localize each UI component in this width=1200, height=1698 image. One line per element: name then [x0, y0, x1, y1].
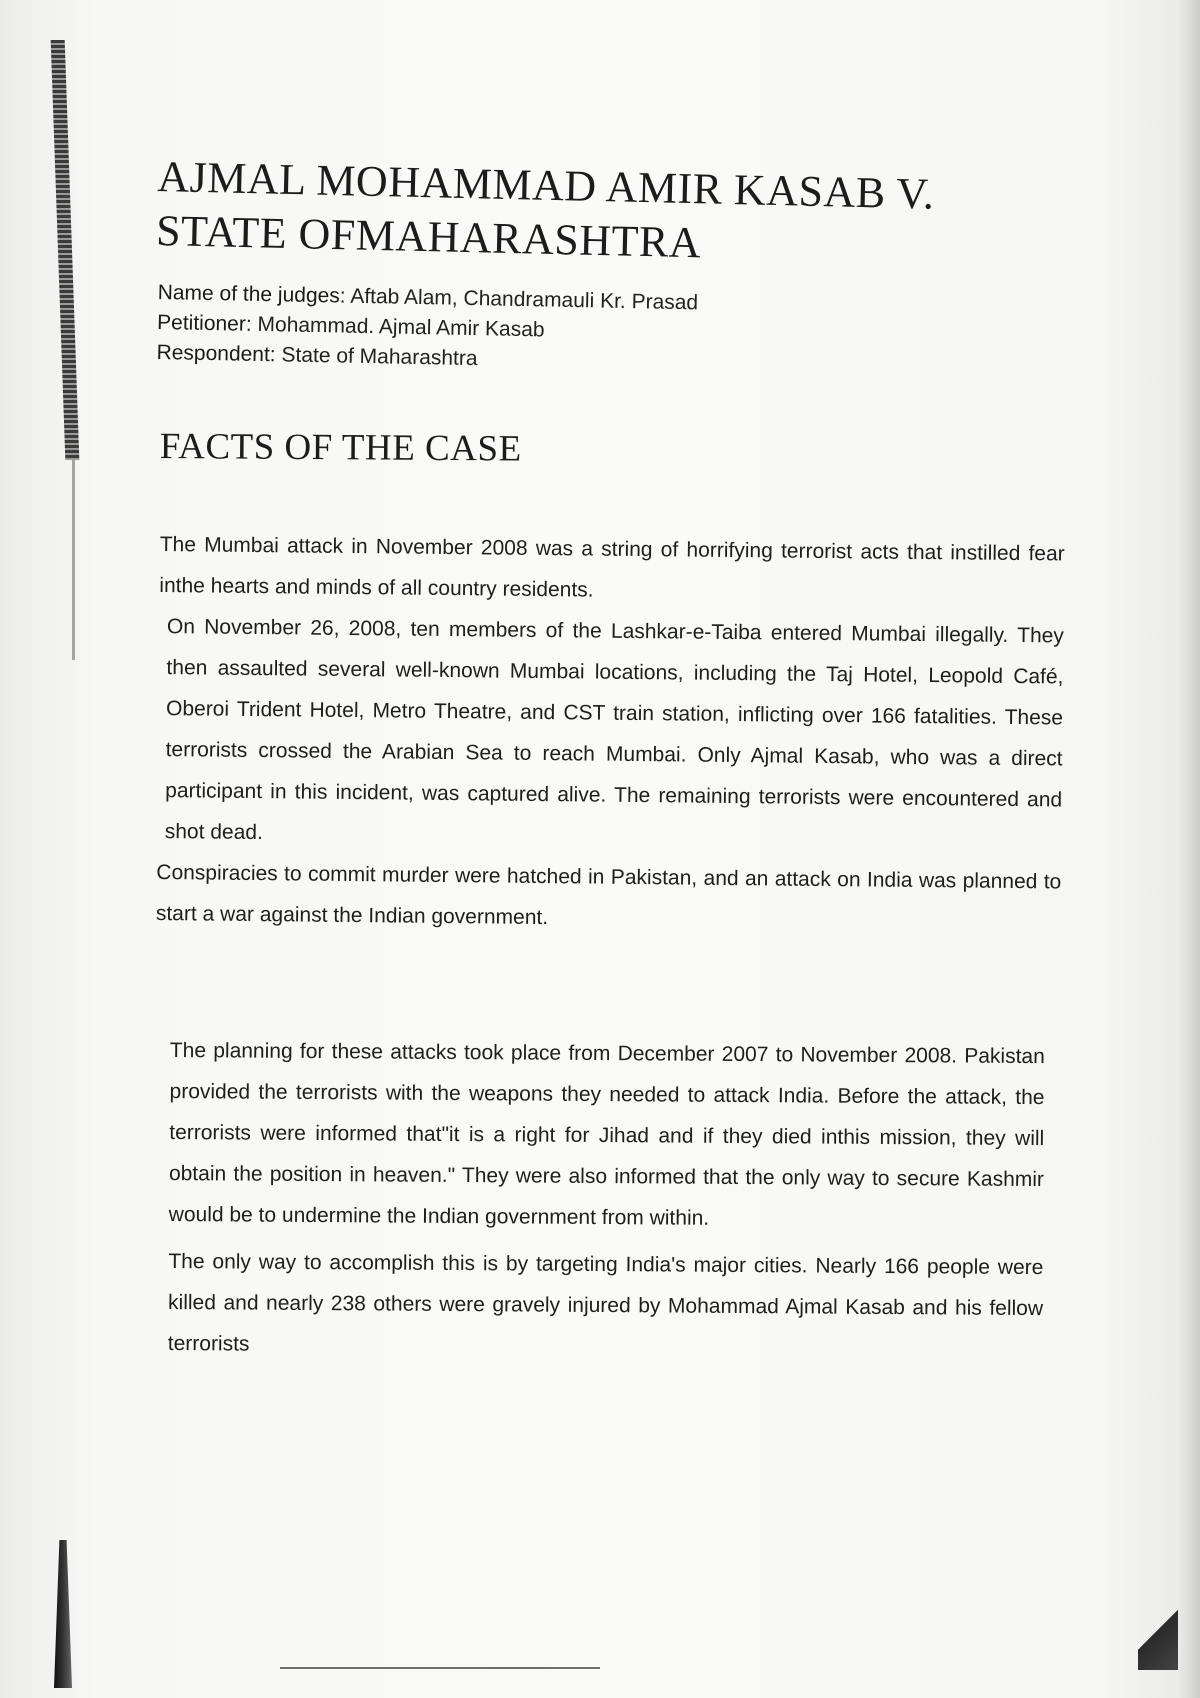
- scan-bottom-rule: [280, 1667, 600, 1669]
- section-heading: FACTS OF THE CASE: [159, 425, 522, 470]
- scan-shadow-line: [72, 460, 75, 660]
- case-title: AJMAL MOHAMMAD AMIR KASAB V. STATE OFMAHARASHTRA: [155, 151, 935, 268]
- facts-block-2: [168, 1030, 1045, 1370]
- scan-edge-mark: [54, 1540, 72, 1688]
- petitioner-label: Petitioner:: [156, 310, 252, 336]
- facts-block-1: [156, 524, 1065, 943]
- scan-right-shadow: [1178, 0, 1200, 1698]
- respondent-label: Respondent:: [156, 340, 276, 367]
- case-meta: [156, 278, 858, 381]
- respondent-value: State of Maharashtra: [281, 343, 478, 371]
- paragraph: The only way to accomplish this is by targeting India's major cities. Nearly 166 people were killed and nearly 238 others were gravely injured by Mohammad Ajmal Kasab and his fellow terrorists: [167, 1249, 1044, 1356]
- paragraph: The Mumbai attack in November 2008 was a string of horrifying terrorist acts that instilled fear inthe hearts and minds of all country residents.: [159, 532, 1065, 602]
- paragraph: On November 26, 2008, ten members of the Lashkar-e-Taiba entered Mumbai illegally. They then assaulted several well-known Mumbai locations, including the Taj Hotel, Leopold Café, Oberoi Trident Hotel, Metro Theatre, and CST train station, inflicting over 166 fatalities. These terrorists crossed the Arabian Sea to reach Mumbai. Only Ajmal Kasab, who was a direct participant in this incident, was captured alive. The remaining terrorists were encountered and shot dead.: [164, 615, 1064, 845]
- paragraph: Conspiracies to commit murder were hatched in Pakistan, and an attack on India was planned to start a war against the Indian government.: [155, 860, 1062, 930]
- petitioner-value: Mohammad. Ajmal Amir Kasab: [257, 312, 545, 342]
- judges-value: Aftab Alam, Chandramauli Kr. Prasad: [350, 284, 699, 315]
- paragraph: The planning for these attacks took place from December 2007 to November 2008. Pakistan provided the terrorists with the weapons they needed to attack India. Before the attack, the terrorists were informed that"it is a right for Jihad and if they died inthis mission, they will obtain the position in heaven." They were also informed that the only way to secure Kashmir would be to undermine the Indian government from within.: [168, 1038, 1045, 1230]
- scan-binding-edge: [51, 40, 80, 460]
- scan-corner-mark: [1138, 1610, 1178, 1670]
- judges-label: Name of the judges:: [157, 280, 346, 308]
